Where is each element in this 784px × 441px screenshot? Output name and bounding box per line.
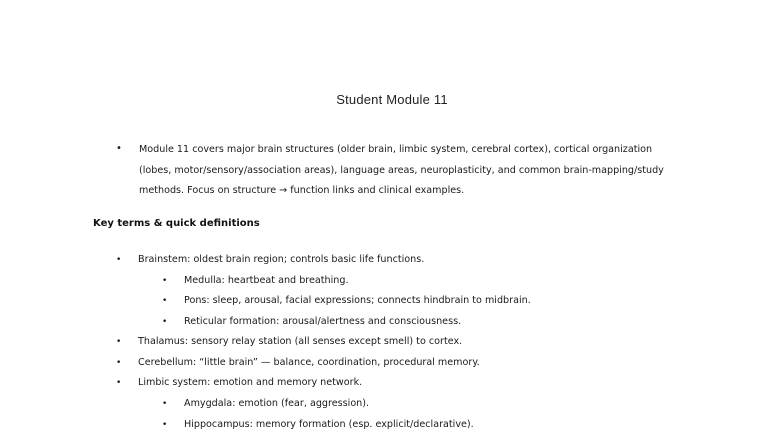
bullet-icon: • [162, 420, 168, 430]
term-text: Thalamus: sensory relay station (all senses except smell) to cortex. [138, 336, 463, 347]
term-text: Pons: sleep, arousal, facial expressions; connects hindbrain to midbrain. [184, 295, 531, 306]
term-text: Cerebellum: “little brain” — balance, coordination, procedural memory. [138, 357, 480, 368]
term-text: Amygdala: emotion (fear, aggression). [184, 398, 370, 409]
term-text: Hippocampus: memory formation (esp. explicit/declarative). [184, 419, 474, 430]
bullet-icon: • [162, 296, 168, 306]
bullet-icon: • [116, 358, 122, 368]
bullet-icon: • [162, 317, 168, 327]
bullet-icon: • [162, 276, 168, 286]
bullet-icon: • [162, 399, 168, 409]
term-text: Reticular formation: arousal/alertness and consciousness. [184, 316, 462, 327]
term-text: Medulla: heartbeat and breathing. [184, 275, 349, 286]
intro-line: methods. Focus on structure → function links and clinical examples. [139, 185, 465, 196]
bullet-icon: • [116, 255, 122, 265]
intro-line: Module 11 covers major brain structures (older brain, limbic system, cerebral cortex), cortical organization [139, 144, 653, 155]
term-text: Limbic system: emotion and memory network. [138, 377, 363, 388]
intro-line: (lobes, motor/sensory/association areas), language areas, neuroplasticity, and common brain-mapping/study [139, 164, 664, 176]
section-heading: Key terms & quick definitions [93, 218, 260, 229]
term-text: Brainstem: oldest brain region; controls basic life functions. [138, 254, 425, 265]
bullet-icon: • [116, 378, 122, 388]
bullet-icon: • [116, 337, 122, 347]
bullet-icon: • [116, 143, 122, 154]
page-title: Student Module 11 [336, 92, 448, 107]
